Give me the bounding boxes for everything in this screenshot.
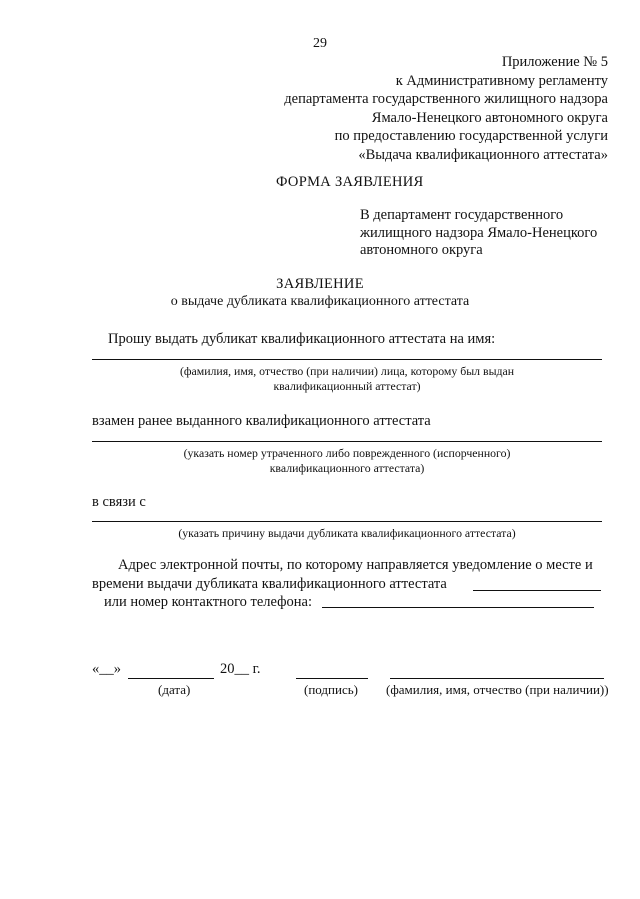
reason-text: в связи с xyxy=(92,494,146,510)
page-number: 29 xyxy=(313,36,327,51)
appendix-line: департамента государственного жилищного надзора xyxy=(284,91,608,107)
request-text: Прошу выдать дубликат квалификационного аттестата на имя: xyxy=(108,331,496,347)
signature-label: (подпись) xyxy=(304,682,358,697)
application-subtitle: о выдаче дубликата квалификационного аттестата xyxy=(170,294,470,309)
fio-label: (фамилия, имя, отчество (при наличии)) xyxy=(386,682,609,697)
name-hint-line: квалификационный аттестат) xyxy=(273,379,421,393)
number-hint-line: (указать номер утраченного либо поврежденного (испорченного) xyxy=(183,446,511,460)
reason-hint: (указать причину выдачи дубликата квалификационного аттестата) xyxy=(178,526,516,540)
addressee-line: жилищного надзора Ямало-Ненецкого xyxy=(360,224,598,241)
name-hint-line: (фамилия, имя, отчество (при наличии) лица, которому был выдан xyxy=(179,364,515,378)
form-title: ФОРМА ЗАЯВЛЕНИЯ xyxy=(276,174,424,190)
date-label: (дата) xyxy=(158,682,191,697)
appendix-block xyxy=(284,53,608,164)
appendix-line: по предоставлению государственной услуги xyxy=(334,128,608,144)
phone-input-line[interactable] xyxy=(322,607,594,608)
number-hint-line: квалификационного аттестата) xyxy=(269,461,425,475)
application-title: ЗАЯВЛЕНИЕ xyxy=(276,276,364,292)
instead-text: взамен ранее выданного квалификационного аттестата xyxy=(92,413,431,429)
fio-line[interactable] xyxy=(390,678,604,679)
appendix-line: к Административному регламенту xyxy=(395,72,608,89)
name-input-line[interactable] xyxy=(92,359,602,360)
email-input-line[interactable] xyxy=(473,590,601,591)
signature-line[interactable] xyxy=(296,678,368,679)
addressee-block xyxy=(360,207,597,260)
reason-input-line[interactable] xyxy=(92,521,602,522)
email-text-line1: Адрес электронной почты, по которому направляется уведомление о месте и xyxy=(118,557,593,573)
addressee-line: В департамент государственного xyxy=(360,207,564,223)
date-day: «__» xyxy=(92,661,121,677)
name-hint xyxy=(92,364,602,394)
number-hint xyxy=(92,446,602,476)
date-year: 20__ г. xyxy=(220,661,261,677)
phone-text: или номер контактного телефона: xyxy=(104,594,313,610)
appendix-line: Приложение № 5 xyxy=(501,54,608,70)
appendix-line: «Выдача квалификационного аттестата» xyxy=(358,146,608,163)
email-text-line2: времени выдачи дубликата квалификационного аттестата xyxy=(92,576,447,592)
addressee-line: автономного округа xyxy=(360,242,483,258)
date-month-line[interactable] xyxy=(128,678,214,679)
appendix-line: Ямало-Ненецкого автономного округа xyxy=(371,109,608,126)
number-input-line[interactable] xyxy=(92,441,602,442)
